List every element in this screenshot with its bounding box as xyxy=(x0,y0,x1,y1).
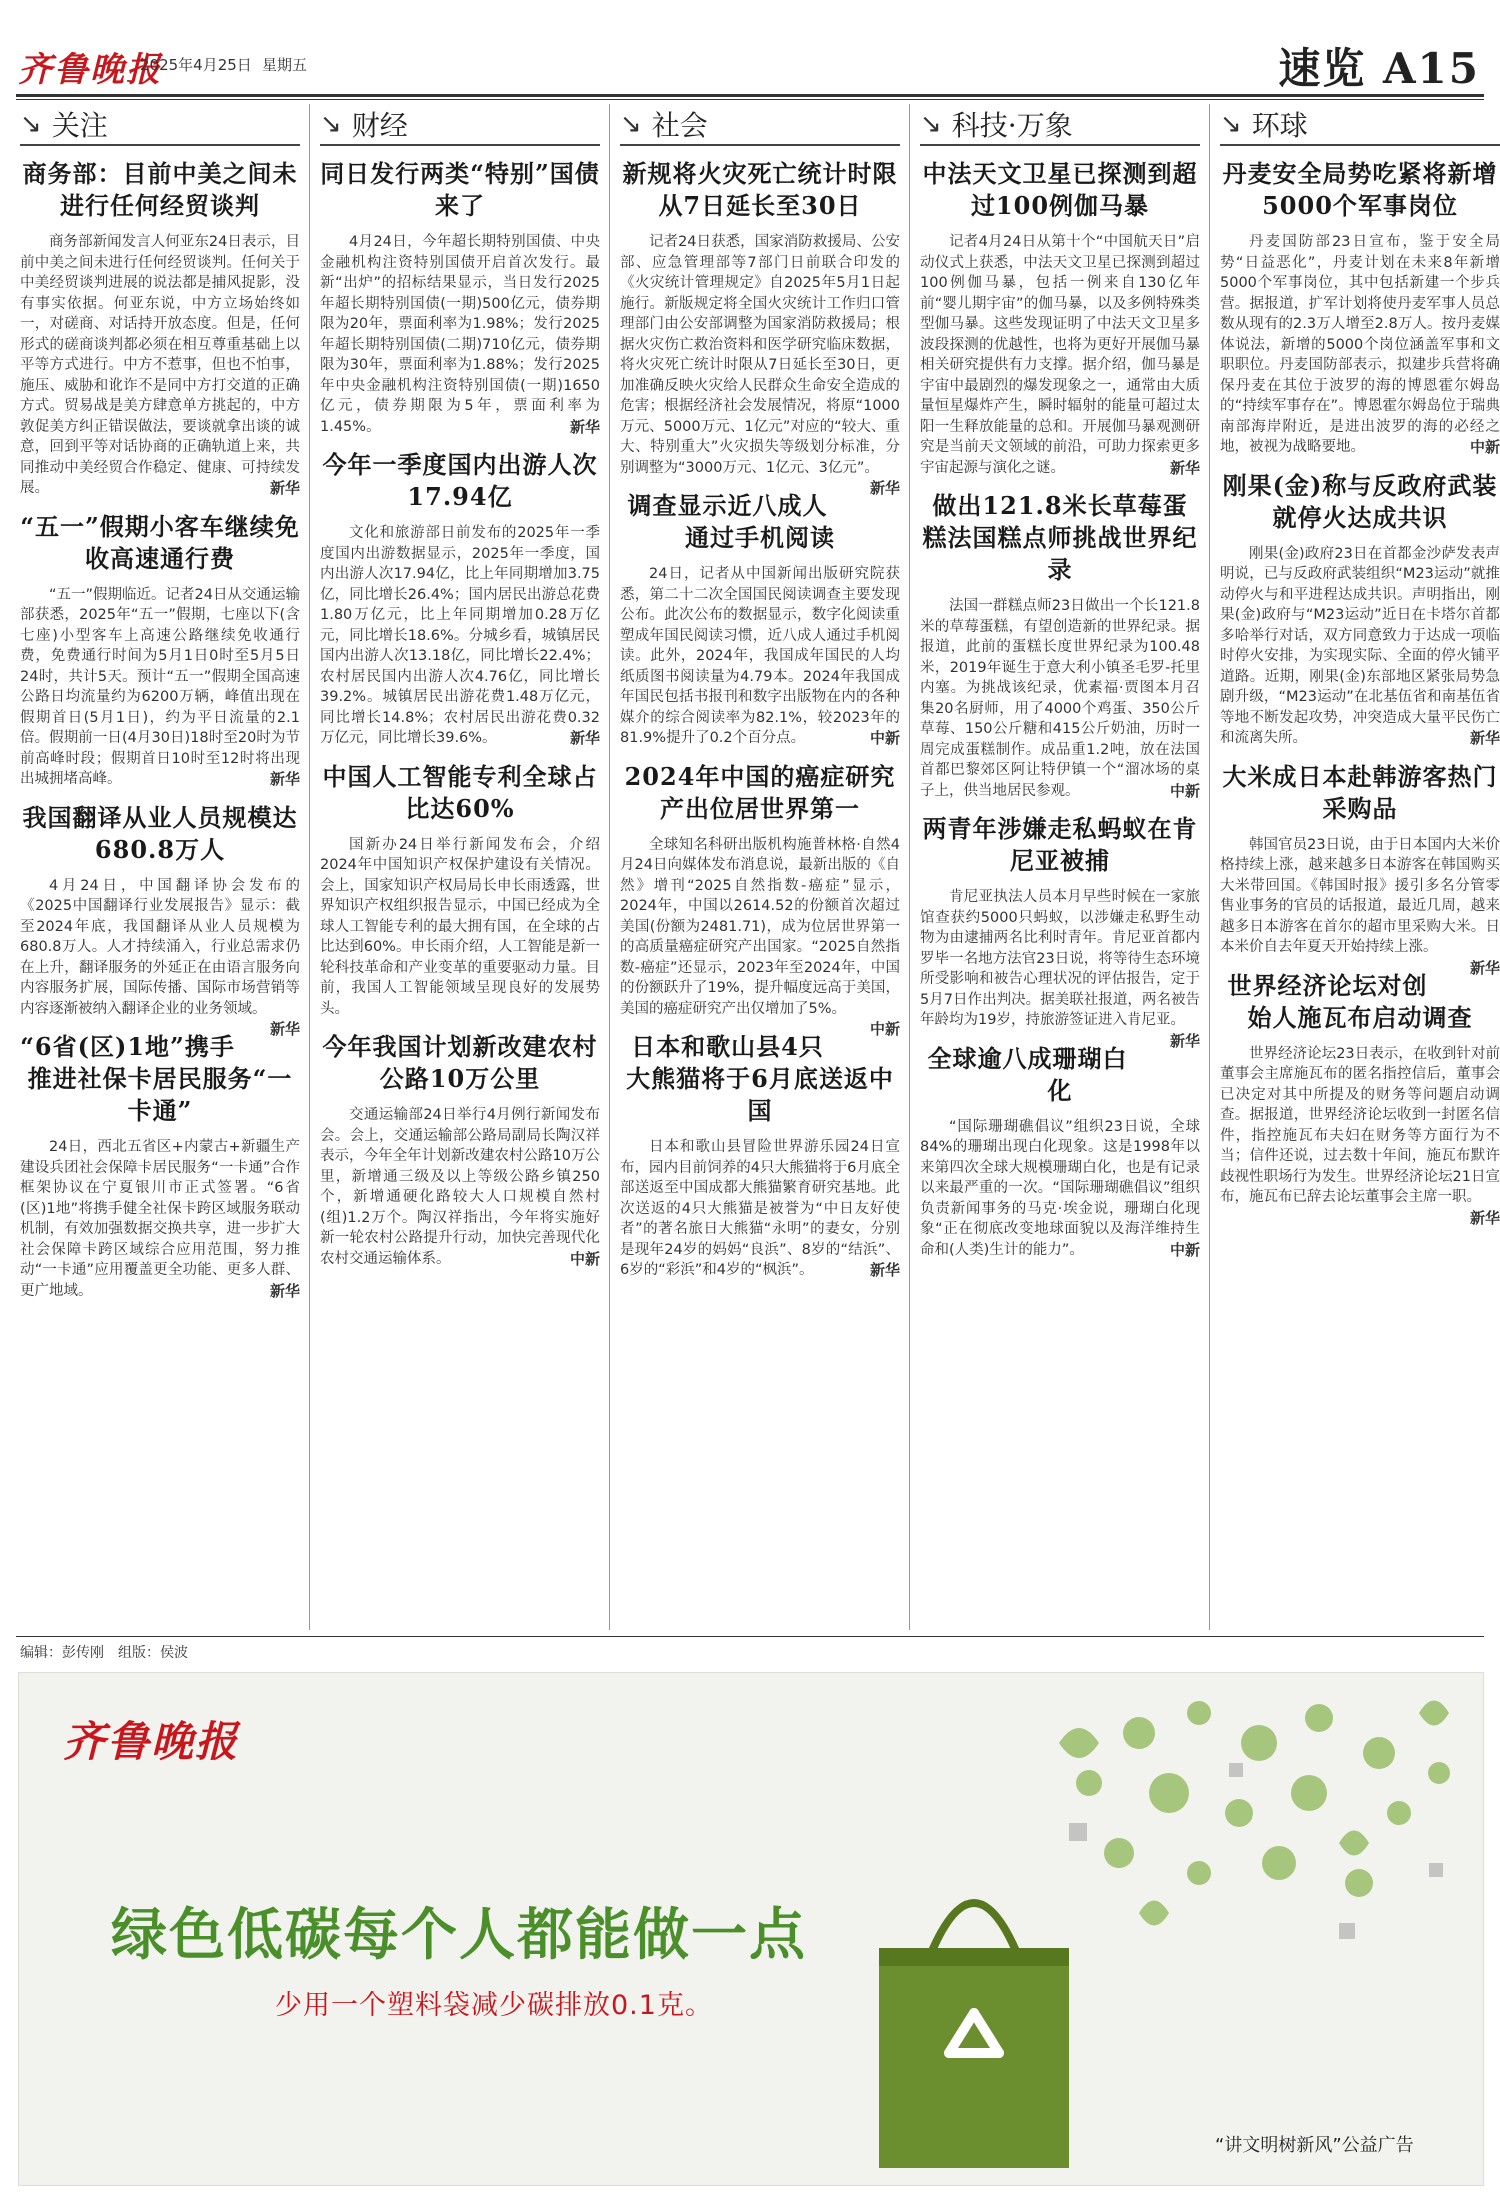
article-title: 两青年涉嫌走私蚂蚁在肯尼亚被捕 xyxy=(922,814,1198,875)
article-source: 新华 xyxy=(869,479,900,497)
article-text: 法国一群糕点师23日做出一个长121.8米的草莓蛋糕，有望创造新的世界纪录。据报道，此前的蛋糕长度世界纪录为100.48米，2019年诞生于意大利小镇圣毛罗-托里内塞。为挑战该纪录，优素福·贾图本月召集20名厨师，用了4000个鸡蛋、350公斤草莓、150公斤糖和415公斤奶油，历时一周完成蛋糕制作。成品重1.2吨，放在法国首都巴黎郊区阿让特伊镇一个“溜冰场的桌子上，供当地居民参观。 xyxy=(920,598,1200,799)
article-title: 做出121.8米长草莓蛋糕法国糕点师挑战世界纪录 xyxy=(922,491,1198,584)
article-body xyxy=(320,835,600,1020)
column-world xyxy=(1220,104,1500,1630)
article-body xyxy=(1220,544,1500,749)
section-header xyxy=(920,104,1200,146)
article-source: 中新 xyxy=(1169,1240,1200,1259)
article-title: 今年我国计划新改建农村公路10万公里 xyxy=(322,1032,598,1093)
article-source: 新华 xyxy=(569,729,600,747)
page-section-label: 速览 A15 xyxy=(1278,44,1480,93)
article-text: 商务部新闻发言人何亚东24日表示，目前中美之间未进行任何经贸谈判。任何关于中美经贸谈判进展的说法都是捕风捉影，没有事实依据。何亚东说，中方立场始终如一，对磋商、对话持开放态度。但是，任何形式的磋商谈判都必须在相互尊重基础上以平等方式进行。中方不惹事，但也不怕事，施压、威胁和讹诈不是同中方打交道的正确方式。贸易战是美方肆意单方挑起的，中方敦促美方纠正错误做法，要谈就拿出谈的诚意，回到平等对话协商的正确轨道上来，共同推动中美经贸合作稳定、健康、可持续发展。 xyxy=(20,234,300,496)
article xyxy=(920,490,1200,801)
article xyxy=(920,158,1200,478)
ad-note: “讲文明树新风”公益广告 xyxy=(1215,2135,1414,2156)
masthead xyxy=(0,0,1500,100)
article-title: 日本和歌山县4只大熊猫将于6月底送返中国 xyxy=(626,1032,894,1125)
article-title: 今年一季度国内出游人次17.94亿 xyxy=(322,450,598,511)
article-text: 国新办24日举行新闻发布会，介绍2024年中国知识产权保护建设有关情况。会上，国家知识产权局局长申长雨透露，世界知识产权组织报告显示，中国已经成为全球人工智能专利的最大拥有国，在全球的占比达到60%。申长雨介绍，人工智能是新一轮科技革命和产业变革的重要驱动力量。目前，我国人工智能领域呈现良好的发展势头。 xyxy=(320,836,600,1017)
article-text: 4月24日，今年超长期特别国债、中央金融机构注资特别国债开启首次发行。最新“出炉”的招标结果显示，当日发行2025年超长期特别国债(一期)500亿元，债券期限为20年，票面利率为1.98%；发行2025年超长期特别国债(二期)710亿元，债券期限为30年，票面利率为1.88%；发行2025年中央金融机构注资特别国债(一期)1650亿元，债券期限为5年，票面利率为1.45%。 xyxy=(320,234,600,435)
article-source: 新华 xyxy=(269,479,300,497)
article-body xyxy=(620,232,900,497)
article-title: 全球逾八成珊瑚白化 xyxy=(927,1043,1128,1105)
article xyxy=(620,1031,900,1281)
article-source: 新华 xyxy=(269,770,300,788)
section-title: 科技·万象 xyxy=(951,109,1073,142)
section-header xyxy=(620,104,900,146)
section-header xyxy=(320,104,600,146)
article xyxy=(920,813,1200,1050)
article-body xyxy=(620,835,900,1038)
article-text: 交通运输部24日举行4月例行新闻发布会。会上，交通运输部公路局副局长陶汉祥表示，今年全年计划新改建农村公路10万公里，新增通三级及以上等级公路乡镇250个，新增通硬化路较大人口规模自然村(组)1.2万个。陶汉祥指出，今年将实施好新一轮农村公路提升行动，加快完善现代化农村交通运输体系。 xyxy=(320,1107,600,1267)
column-divider xyxy=(309,104,310,1630)
article-title: 2024年中国的癌症研究产出位居世界第一 xyxy=(624,761,896,823)
issue-date: 2025年4月25日 xyxy=(140,56,252,74)
corner-arrow-icon: ↘ xyxy=(20,109,42,139)
column-divider xyxy=(909,104,910,1630)
article xyxy=(1220,158,1500,458)
article-source: 中新 xyxy=(1469,438,1500,456)
article-title: 调查显示近八成人通过手机阅读 xyxy=(627,491,835,552)
article xyxy=(20,1031,300,1301)
public-service-ad xyxy=(18,1672,1484,2186)
article-body xyxy=(920,887,1200,1050)
article-title: 同日发行两类“特别”国债来了 xyxy=(320,159,600,220)
article-source: 新华 xyxy=(869,1261,900,1279)
corner-arrow-icon: ↘ xyxy=(1220,109,1242,139)
article-text: 24日，西北五省区+内蒙古+新疆生产建设兵团社会保障卡居民服务“一卡通”合作框架协议在宁夏银川市正式签署。“6省(区)1地”将携手健全社保卡跨区域服务联动机制，有效加强数据交换共享，进一步扩大社会保障卡跨区域综合应用范围，努力推动“一卡通”应用覆盖更全功能、更多人群、更广地域。 xyxy=(20,1139,300,1299)
issue-weekday: 星期五 xyxy=(262,56,308,74)
article-text: 世界经济论坛23日表示，在收到针对前董事会主席施瓦布的匿名指控信后，董事会已决定对其中所提及的财务等问题启动调查。据报道，世界经济论坛收到一封匿名信件，指控施瓦布夫妇在财务等方面行为不当；信件还说，过去数十年间，施瓦布默许歧视性职场行为发生。世界经济论坛21日宣布，施瓦布已辞去论坛董事会主席一职。 xyxy=(1220,1045,1500,1205)
corner-arrow-icon: ↘ xyxy=(320,109,342,139)
column-tech xyxy=(920,104,1200,1630)
article-body xyxy=(20,876,300,1038)
article-title: 大米成日本赴韩游客热门采购品 xyxy=(1222,761,1498,823)
article-body xyxy=(320,1105,600,1269)
article-text: “五一”假期临近。记者24日从交通运输部获悉，2025年“五一”假期，七座以下(含七座)小型客车上高速公路继续免收通行费，免费通行时间为5月1日0时至5月5日24时，共计5天。预计“五一”假期全国高速公路日均流量约为6200万辆，峰值出现在假期首日(5月1日)，约为平日流量的2.1倍。假期前一日(4月30日)18时至20时为节前高峰时段；假期首日10时至12时将出现出城拥堵高峰。 xyxy=(20,586,300,787)
article xyxy=(1220,470,1500,749)
article-body xyxy=(20,1137,300,1301)
column-finance xyxy=(320,104,600,1630)
article-title: 中国人工智能专利全球占比达60% xyxy=(322,761,598,823)
article-text: 4月24日，中国翻译协会发布的《2025中国翻译行业发展报告》显示：截至2024年底，我国翻译从业人员规模为680.8万人。人才持续涌入，行业总需求仍在上升，翻译服务的外延正在由语言服务向内容服务扩展，国际传播、国际市场营销等内容逐渐被纳入翻译企业的业务领域。 xyxy=(20,877,300,1017)
article-text: 丹麦国防部23日宣布，鉴于安全局势“日益恶化”，丹麦计划在未来8年新增5000个军事岗位，其中包括新建一个步兵营。据报道，扩军计划将使丹麦军事人员总数从现有的2.3万人增至2.8万人。按丹麦媒体说法，新增的5000个岗位涵盖军事和文职职位。丹麦国防部表示，拟建步兵营将确保丹麦在其位于波罗的海的博恩霍尔姆岛的“持续军事存在”。博恩霍尔姆岛位于瑞典南部海岸附近，是进出波罗的海的必经之地，被视为战略要地。 xyxy=(1220,234,1500,455)
article xyxy=(620,490,900,749)
column-divider xyxy=(609,104,610,1630)
newspaper-logo: 齐鲁晚报 xyxy=(18,50,162,90)
bottom-rule xyxy=(16,1636,1484,1637)
section-title: 财经 xyxy=(351,109,408,142)
eco-bag-illustration xyxy=(839,1673,1479,2185)
article-text: 肯尼亚执法人员本月早些时候在一家旅馆查获约5000只蚂蚁，以涉嫌走私野生动物为由逮捕两名比利时青年。肯尼亚首都内罗毕一名地方法官23日说，将等待生态环境所受影响和被告心理状况的评估报告，定于5月7日作出判决。据美联社报道，两名被告年龄均为19岁，持旅游签证进入肯尼亚。 xyxy=(920,889,1200,1028)
article-source: 新华 xyxy=(269,1020,300,1038)
article-body xyxy=(20,232,300,499)
column-divider xyxy=(1209,104,1210,1630)
article-body xyxy=(320,232,600,437)
article-body xyxy=(920,1117,1200,1261)
article-source: 新华 xyxy=(569,417,600,436)
article xyxy=(320,158,600,437)
article-source: 新华 xyxy=(1169,458,1200,477)
article-body xyxy=(1220,1044,1500,1227)
bag-body xyxy=(879,1958,1069,2168)
article-title: 我国翻译从业人员规模达680.8万人 xyxy=(22,802,298,864)
ad-headline: 绿色低碳每个人都能做一点 xyxy=(111,1903,807,1968)
article-text: “国际珊瑚礁倡议”组织23日说，全球84%的珊瑚出现白化现象。这是1998年以来第四次全球大规模珊瑚白化，也是有记录以来最严重的一次。“国际珊瑚礁倡议”组织负责新闻事务的马克·埃金说，珊瑚白化现象“正在彻底改变地球面貌以及海洋维持生命和(人类)生计的能力”。 xyxy=(920,1118,1200,1258)
article xyxy=(1220,970,1500,1227)
article-source: 新华 xyxy=(269,1281,300,1300)
article xyxy=(1220,761,1500,977)
ad-subline: 少用一个塑料袋减少碳排放0.1克。 xyxy=(275,1990,713,2021)
section-header xyxy=(1220,104,1500,146)
article xyxy=(620,761,900,1038)
article xyxy=(920,1043,1200,1261)
article-body xyxy=(320,523,600,749)
article-source: 中新 xyxy=(1169,781,1200,800)
article-source: 中新 xyxy=(869,729,900,747)
top-rule-thin xyxy=(16,99,1484,100)
article-title: 商务部：目前中美之间未进行任何经贸谈判 xyxy=(22,159,298,220)
article-body xyxy=(920,232,1200,478)
article xyxy=(20,158,300,499)
article xyxy=(320,1031,600,1269)
editor-credits: 编辑：彭传刚 组版：侯波 xyxy=(20,1645,188,1661)
column-society xyxy=(620,104,900,1630)
article-text: 记者24日获悉，国家消防救援局、公安部、应急管理部等7部门日前联合印发的《火灾统计管理规定》自2025年5月1日起施行。新版规定将全国火灾统计工作归口管理部门由公安部调整为国家消防救援局；根据火灾伤亡救治资料和医学研究临床数据，将火灾死亡统计时限从7日延长至30日，更加准确反映火灾给人民群众生命安全造成的危害；根据经济社会发展情况，将原“1000万元、5000万元、1亿元”对应的“较大、重大、特别重大”火灾损失等级划分标准，分别调整为“3000万元、1亿元、3亿元”。 xyxy=(620,234,900,476)
article-title: 丹麦安全局势吃紧将新增5000个军事岗位 xyxy=(1222,159,1498,220)
top-rule xyxy=(16,94,1484,97)
article-title: 世界经济论坛对创始人施瓦布启动调查 xyxy=(1227,970,1473,1032)
article-title: 刚果(金)称与反政府武装就停火达成共识 xyxy=(1222,470,1498,532)
section-title: 关注 xyxy=(51,109,108,142)
article-title: “五一”假期小客车继续免收高速通行费 xyxy=(20,511,300,573)
article-source: 新华 xyxy=(1469,1208,1500,1227)
article-body xyxy=(1220,232,1500,458)
article-text: 全球知名科研出版机构施普林格·自然4月24日向媒体发布消息说，最新出版的《自然》增刊“2025自然指数-癌症”显示，2024年，中国以2614.52的份额首次超过美国(份额为2481.71)，成为位居世界第一的高质量癌症研究产出国家。“2025自然指数-癌症”还显示，2023年至2024年，中国的份额跃升了19%，提升幅度远高于美国，美国的癌症研究产出仅增加了5%。 xyxy=(620,836,900,1017)
corner-arrow-icon: ↘ xyxy=(620,109,642,139)
article-source: 新华 xyxy=(1469,729,1500,747)
article-text: 24日，记者从中国新闻出版研究院获悉，第二十二次全国国民阅读调查主要发现公布。此次公布的数据显示，数字化阅读重塑成年国民阅读习惯，近八成人通过手机阅读。此外，2024年，我国成年国民的人均纸质图书阅读量为4.79本。2024年我国成年国民包括书报刊和数字出版物在内的各种媒介的综合阅读率为82.1%，较2023年的81.9%提升了0.2个百分点。 xyxy=(620,566,900,746)
ad-logo: 齐鲁晚报 xyxy=(63,1717,240,1766)
article xyxy=(320,761,600,1020)
article xyxy=(320,449,600,749)
article-body xyxy=(920,596,1200,801)
article-source: 新华 xyxy=(1169,1031,1200,1050)
article-source: 中新 xyxy=(869,1020,900,1038)
article-title: 新规将火灾死亡统计时限从7日延长至30日 xyxy=(622,159,898,220)
article-source: 中新 xyxy=(569,1249,600,1268)
article-text: 日本和歌山县冒险世界游乐园24日宣布，园内目前饲养的4只大熊猫将于6月底全部送返至中国成都大熊猫繁育研究基地。此次送返的4只大熊猫是被誉为“中日友好使者”的著名旅日大熊猫“永明”的妻女，分别是现年24岁的妈妈“良浜”、8岁的“结浜”、6岁的“彩浜”和4岁的“枫浜”。 xyxy=(620,1139,900,1278)
article-source: 新华 xyxy=(1469,958,1500,977)
article-body xyxy=(20,585,300,790)
article-body xyxy=(1220,835,1500,977)
corner-arrow-icon: ↘ xyxy=(920,109,942,139)
article-text: 文化和旅游部日前发布的2025年一季度国内出游数据显示，2025年一季度，国内出游人次17.94亿，比上年同期增加3.75亿，同比增长26.4%；国内居民出游总花费1.80万亿元，比上年同期增加0.28万亿元，同比增长18.6%。分城乡看，城镇居民国内出游人次13.18亿，同比增长22.4%；农村居民国内出游人次4.76亿，同比增长39.2%。城镇居民出游花费1.48万亿元，同比增长14.8%；农村居民出游花费0.32万亿元，同比增长39.6%。 xyxy=(320,525,600,746)
article-body xyxy=(620,564,900,749)
article xyxy=(620,158,900,497)
section-title: 环球 xyxy=(1251,109,1308,142)
section-header xyxy=(20,104,300,146)
article xyxy=(20,511,300,790)
article xyxy=(20,802,300,1038)
column-focus xyxy=(20,104,300,1630)
article-text: 韩国官员23日说，由于日本国内大米价格持续上涨，越来越多日本游客在韩国购买大米带回国。《韩国时报》援引多名分管零售业事务的官员的话报道，最近几周，越来越多日本游客在首尔的超市里采购大米。日本米价自去年夏天开始持续上涨。 xyxy=(1220,836,1500,955)
article-text: 记者4月24日从第十个“中国航天日”启动仪式上获悉，中法天文卫星已探测到超过100例伽马暴，包括一例来自130亿年前“婴儿期宇宙”的伽马暴，以及多例特殊类型伽马暴。这些发现证明了中法天文卫星多波段探测的优越性，也将为更好开展伽马暴相关研究提供有力支撑。据介绍，伽马暴是宇宙中最剧烈的爆发现象之一，通常由大质量恒星爆炸产生，瞬时辐射的能量可超过太阳一生释放能量的总和。开展伽马暴观测研究是当前天文领域的前沿，可助力探索更多宇宙起源与演化之谜。 xyxy=(920,234,1200,476)
article-title: 中法天文卫星已探测到超过100例伽马暴 xyxy=(922,159,1198,220)
article-title: “6省(区)1地”携手推进社保卡居民服务“一卡通” xyxy=(20,1032,293,1125)
article-body xyxy=(620,1137,900,1281)
article-text: 刚果(金)政府23日在首都金沙萨发表声明说，已与反政府武装组织“M23运动”就推动停火与和平进程达成共识。声明指出，刚果(金)政府与“M23运动”近日在卡塔尔首都多哈举行对话，双方同意致力于达成一项临时停火安排，为实现实际、全面的停火铺平道路。近期，刚果(金)东部地区紧张局势急剧升级，“M23运动”在北基伍省和南基伍省等地不断发起攻势，冲突造成大量平民伤亡和流离失所。 xyxy=(1220,545,1500,746)
section-title: 社会 xyxy=(651,109,708,142)
